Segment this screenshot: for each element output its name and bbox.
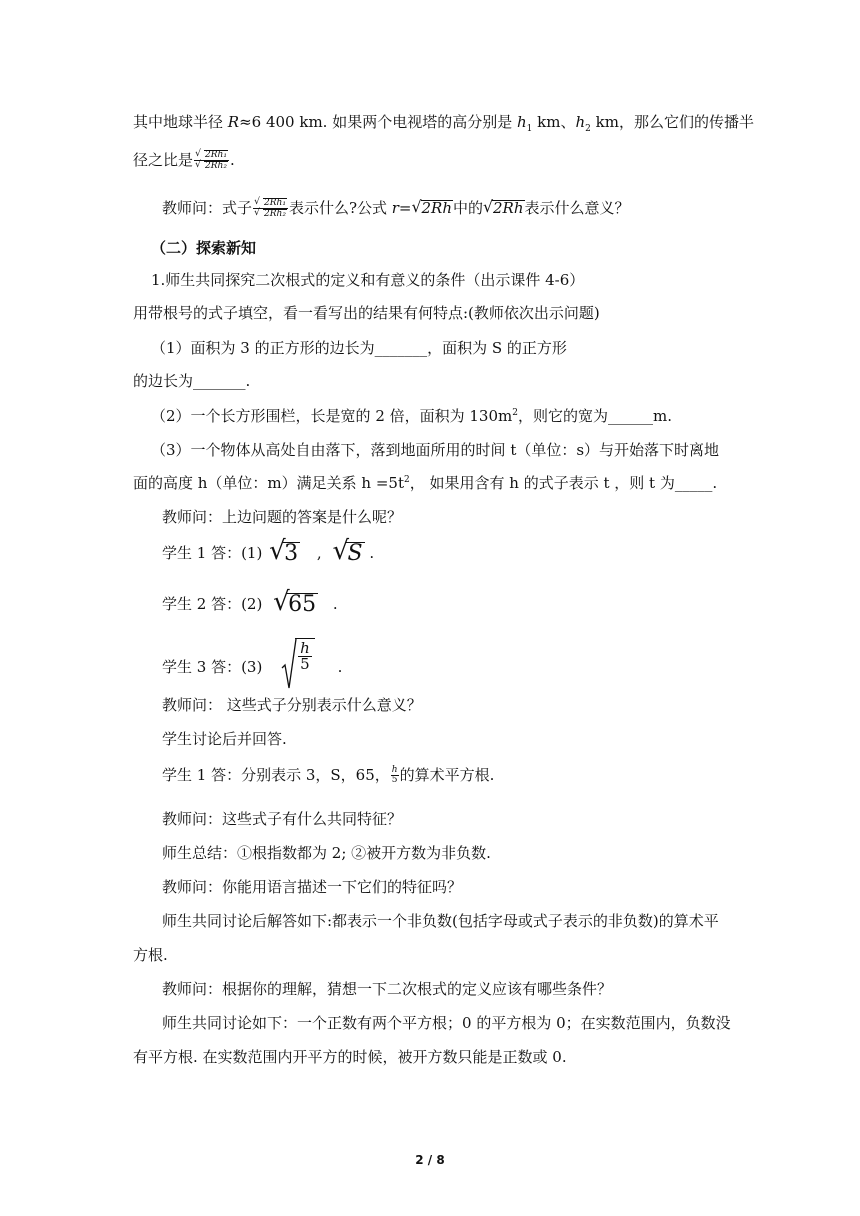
paragraph-line: （1）面积为 3 的正方形的边长为_______，面积为 S 的正方形 [151, 339, 567, 357]
text: 学生 1 答：分别表示 3，S，65， [162, 765, 390, 784]
radicand: 2Rh [421, 198, 452, 217]
superscript: 2 [404, 475, 410, 485]
paragraph-line: 师生共同讨论后解答如下:都表示一个非负数(包括字母或式子表示的非负数)的算术平 [162, 912, 719, 930]
text: ，则它的宽为______m. [517, 407, 672, 425]
text: 面的高度 h（单位：m）满足关系 h =5t [133, 474, 404, 492]
paragraph-line: 的边长为_______. [133, 372, 251, 390]
fraction [253, 198, 288, 220]
radicand: S [347, 541, 363, 566]
text: 表示什么?公式 [288, 198, 392, 217]
text: km，那么它们的传播半 [590, 113, 754, 131]
radicand: 2Rh₁ [205, 150, 227, 160]
radical [332, 542, 364, 565]
var-R: R [227, 113, 240, 131]
radicand: 2Rh₂ [264, 209, 286, 220]
paragraph-line [151, 409, 672, 424]
var-r: r [391, 198, 399, 217]
text: 表示什么意义？ [524, 198, 630, 217]
text: 其中地球半径 [133, 113, 228, 131]
answer-line [162, 638, 343, 676]
paragraph-line: 师生总结：①根指数都为 2; ②被开方数为非负数. [162, 844, 491, 862]
radical [269, 542, 300, 565]
paragraph-line: 用带根号的式子填空，看一看写出的结果有何特点:(教师依次出示问题) [133, 304, 600, 322]
text: = [398, 198, 412, 217]
text: 学生 1 答：(1) [162, 544, 263, 562]
radicand: 3 [284, 541, 299, 566]
text: ≈6 400 km. 如果两个电视塔的高分别是 [239, 113, 517, 131]
text: 径之比是 [133, 150, 194, 169]
radical [273, 593, 318, 616]
paragraph-line [133, 476, 717, 491]
radical [281, 638, 315, 672]
paragraph-line [133, 150, 235, 172]
var-h: h [575, 113, 586, 131]
paragraph-line: 学生讨论后并回答. [162, 730, 287, 748]
text: 教师问：式子 [162, 198, 253, 217]
text: 中的 [453, 198, 484, 217]
text: . [332, 595, 338, 613]
radical [483, 200, 525, 216]
fraction [194, 150, 229, 172]
text: 学生 2 答：(2) [162, 595, 263, 613]
text: , [316, 544, 322, 562]
subscript: 2 [585, 124, 591, 134]
paragraph-line: 有平方根. 在实数范围内开平方的时候，被开方数只能是正数或 0. [133, 1048, 567, 1066]
paragraph-line: 教师问： 这些式子分别表示什么意义？ [162, 696, 422, 714]
radical [412, 200, 454, 216]
text: 的算术平方根. [399, 765, 495, 784]
text: km、 [532, 113, 576, 131]
radical-sign [281, 638, 297, 690]
page-number: 2 / 8 [415, 1153, 445, 1167]
radicand: 2Rh₁ [264, 198, 286, 208]
paragraph-line: 教师问：根据你的理解，猜想一下二次根式的定义应该有哪些条件？ [162, 980, 613, 998]
text: 学生 3 答：(3) [162, 657, 263, 676]
superscript: 2 [512, 408, 518, 418]
text: ， 如果用含有 h 的式子表示 t ，则 t 为_____. [409, 474, 718, 492]
var-h: h [516, 113, 527, 131]
radicand: 65 [288, 592, 317, 617]
paragraph-line: 1.师生共同探究二次根式的定义和有意义的条件（出示课件 4-6） [151, 271, 585, 289]
text: . [369, 544, 375, 562]
denominator: 5 [391, 775, 398, 786]
paragraph-line: 教师问：上边问题的答案是什么呢？ [162, 508, 403, 526]
numerator: h [391, 765, 398, 775]
paragraph-line: 师生共同讨论如下：一个正数有两个平方根；0 的平方根为 0；在实数范围内，负数没 [162, 1014, 731, 1032]
paragraph-line: 教师问：你能用语言描述一下它们的特征吗？ [162, 878, 463, 896]
fraction [295, 638, 315, 672]
subscript: 1 [526, 124, 533, 134]
paragraph-line: 教师问：这些式子有什么共同特征？ [162, 810, 403, 828]
numerator: h [300, 639, 310, 657]
section-heading: （二）探索新知 [151, 239, 257, 257]
paragraph-line [162, 198, 630, 220]
answer-line [162, 542, 374, 565]
text: （2）一个长方形围栏，长是宽的 2 倍，面积为 130m [151, 407, 513, 425]
answer-line [162, 593, 338, 616]
radicand: 2Rh [493, 198, 524, 217]
paragraph-line [133, 115, 754, 134]
paragraph-line: （3）一个物体从高处自由落下，落到地面所用的时间 t（单位：s）与开始落下时离地 [151, 441, 720, 459]
text: . [229, 150, 235, 169]
denominator: 5 [300, 655, 310, 673]
paragraph-line: 方根. [133, 946, 168, 964]
radicand: 2Rh₂ [205, 161, 227, 172]
fraction [391, 766, 399, 786]
paragraph-line [162, 766, 494, 786]
text: . [337, 657, 343, 676]
